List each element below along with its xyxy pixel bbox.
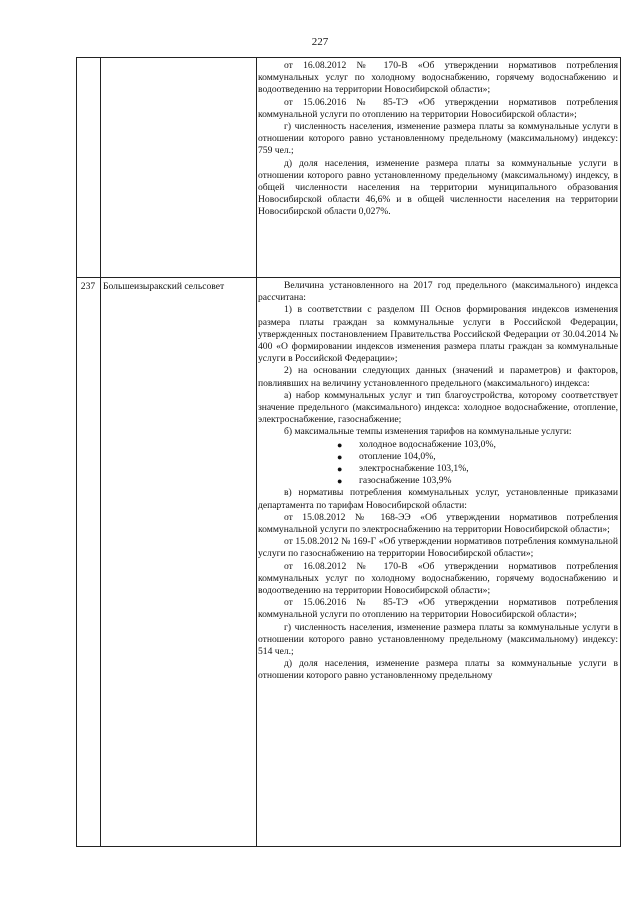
paragraph: от 15.08.2012 № 169-Г «Об утверждении нормативов потребления коммунальной услуги по газоснабжению на территории Новосибирской области»;	[258, 536, 618, 560]
row-number: 237	[80, 281, 96, 292]
row-divider	[77, 277, 620, 278]
paragraph: б) максимальные темпы изменения тарифов на коммунальные услуги:	[284, 426, 572, 438]
paragraph: д) доля населения, изменение размера платы за коммунальные услуги в отношении которого равно установленному предельному	[258, 658, 618, 682]
list-item	[258, 475, 618, 487]
page-number: 227	[311, 36, 329, 48]
bullet-icon: ●	[337, 451, 343, 462]
paragraph: 1) в соответствии с разделом III Основ формирования индексов изменения размера платы граждан за коммунальные услуги в Российской Федерации, утвержденных постановлением Правительства Российской Федерации от 30.04.2014 № 400 «О формировании индексов изменения размера платы граждан за коммунальные услуги в Российской Федерации»;	[258, 304, 618, 365]
bullet-icon: ●	[337, 439, 343, 450]
paragraph: от 15.06.2016 № 85-ТЭ «Об утверждении нормативов потребления коммунальной услуги по отоплению на территории Новосибирской области»;	[258, 96, 618, 120]
paragraph: г) численность населения, изменение размера платы за коммунальные услуги в отношении которого равно установленному предельному (максимальному) индексу: 514 чел.;	[258, 621, 618, 658]
paragraph: г) численность населения, изменение размера платы за коммунальные услуги в отношении которого равно установленному предельному (максимальному) индексу: 759 чел.;	[258, 121, 618, 157]
paragraph: Величина установленного на 2017 год предельного (максимального) индекса рассчитана:	[258, 280, 618, 304]
paragraph: от 15.08.2012 № 168-ЭЭ «Об утверждении нормативов потребления коммунальной услуги по электроснабжению на территории Новосибирской области»;	[258, 511, 618, 535]
paragraph: от 15.06.2016 № 85-ТЭ «Об утверждении нормативов потребления коммунальной услуги по отоплению на территории Новосибирской области»;	[258, 597, 618, 621]
row-237-text	[258, 280, 618, 683]
continued-row-text	[258, 60, 618, 219]
list-item	[258, 451, 618, 463]
paragraph: а) набор коммунальных услуг и тип благоустройства, которому соответствует значение предельного (максимального) индекса: холодное водоснабжение, отопление, электроснабжение, газоснабжение;	[258, 389, 618, 426]
paragraph: от 16.08.2012 № 170-В «Об утверждении нормативов потребления коммунальных услуг по холодному водоснабжению, горячему водоснабжению и водоотведению на территории Новосибирской области»;	[258, 60, 618, 96]
paragraph: д) доля населения, изменение размера платы за коммунальные услуги в отношении которого равно установленному предельному (максимальному) индексу, в общей численности населения на территории муниципального образования Новосибирской области 46,6% и в общей численности населения на территории Новосибирской области 0,027%.	[258, 157, 618, 218]
list-item	[258, 463, 618, 475]
tariff-list	[258, 439, 618, 488]
bullet-icon: ●	[337, 476, 343, 487]
paragraph: 2) на основании следующих данных (значений и параметров) и факторов, повлиявших на величину установленного предельного (максимального) индекса:	[258, 365, 618, 389]
document-table	[76, 57, 621, 847]
paragraph: в) нормативы потребления коммунальных услуг, установленные приказами департамента по тарифам Новосибирской области:	[258, 487, 618, 511]
bullet-icon: ●	[337, 464, 343, 475]
municipality-name: Большеизыракский сельсовет	[103, 281, 225, 292]
column-divider-name	[256, 58, 257, 846]
list-item	[258, 439, 618, 451]
paragraph: от 16.08.2012 № 170-В «Об утверждении нормативов потребления коммунальных услуг по холодному водоснабжению, горячему водоснабжению и водоотведению на территории Новосибирской области»;	[258, 560, 618, 597]
tariff-item: электроснабжение 103,1%,	[359, 463, 469, 475]
tariff-item: отопление 104,0%,	[359, 450, 436, 462]
column-divider-number	[100, 58, 101, 846]
description-column	[258, 60, 618, 682]
tariff-item: холодное водоснабжение 103,0%,	[359, 438, 496, 450]
tariff-item: газоснабжение 103,9%	[359, 475, 452, 487]
